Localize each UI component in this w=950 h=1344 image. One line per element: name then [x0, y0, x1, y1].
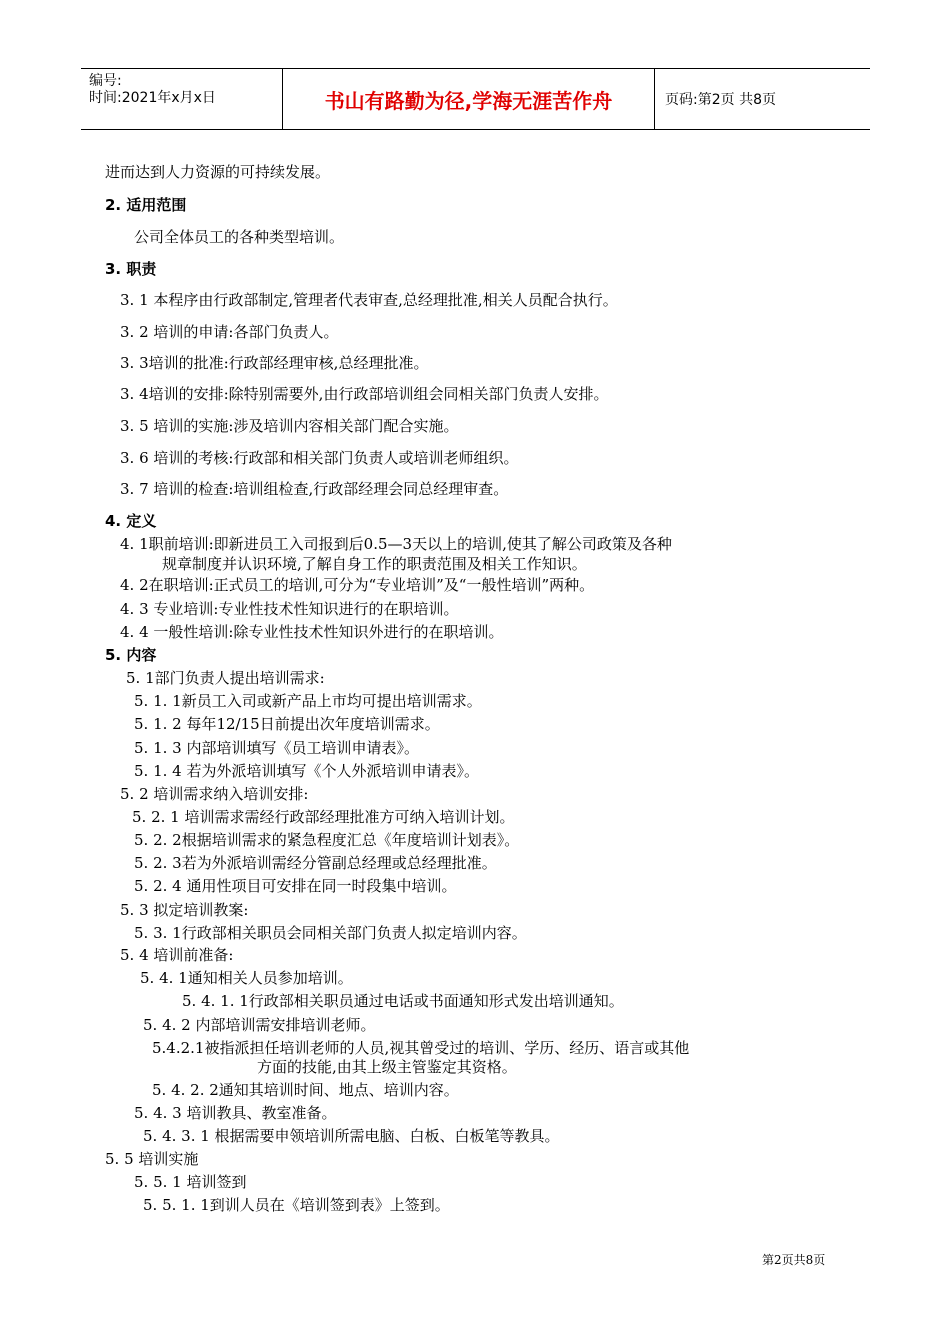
document-number-label: 编号:: [89, 73, 122, 89]
body-line: 5. 5 培训实施: [105, 1150, 199, 1168]
header-page-number: 页码:第2页 共8页: [665, 92, 776, 108]
body-line: 5. 2. 4 通用性项目可安排在同一时段集中培训。: [134, 877, 457, 895]
body-line: 5. 1. 3 内部培训填写《员工培训申请表》。: [134, 739, 419, 757]
body-line: 5. 4. 3 培训教具、教室准备。: [134, 1104, 337, 1122]
body-line: 5.4.2.1被指派担任培训老师的人员,视其曾受过的培训、学历、经历、语言或其他: [152, 1039, 690, 1057]
header-motto: 书山有路勤为径,学海无涯苦作舟: [324, 88, 613, 113]
body-line: 5. 1. 4 若为外派培训填写《个人外派培训申请表》。: [134, 762, 479, 780]
body-line: 3. 1 本程序由行政部制定,管理者代表审查,总经理批准,相关人员配合执行。: [120, 291, 618, 309]
body-line: 公司全体员工的各种类型培训。: [134, 228, 345, 246]
body-line: 5. 1部门负责人提出培训需求:: [126, 669, 325, 687]
body-line: 5. 4. 1. 1行政部相关职员通过电话或书面通知形式发出培训通知。: [182, 992, 624, 1010]
body-line: 5. 4. 2 内部培训需安排培训老师。: [143, 1016, 376, 1034]
section-heading: 4. 定义: [105, 512, 157, 530]
section-heading: 2. 适用范围: [105, 196, 187, 214]
document-date-label: 时间:2021年x月x日: [89, 90, 216, 106]
body-line: 4. 2在职培训:正式员工的培训,可分为“专业培训”及“一般性培训”两种。: [120, 576, 595, 594]
body-line: 4. 1职前培训:即新进员工入司报到后0.5—3天以上的培训,使其了解公司政策及各种: [120, 535, 672, 553]
body-line: 5. 4 培训前准备:: [120, 946, 234, 964]
body-line: 方面的技能,由其上级主管鉴定其资格。: [257, 1058, 517, 1076]
body-line: 3. 3培训的批准:行政部经理审核,总经理批准。: [120, 354, 429, 372]
body-line: 5. 2 培训需求纳入培训安排:: [120, 785, 309, 803]
body-line: 3. 5 培训的实施:涉及培训内容相关部门配合实施。: [120, 417, 459, 435]
body-line: 5. 2. 1 培训需求需经行政部经理批准方可纳入培训计划。: [132, 808, 515, 826]
header-page-cell: [655, 69, 870, 129]
body-line: 5. 1. 2 每年12/15日前提出次年度培训需求。: [134, 715, 440, 733]
body-line: 规章制度并认识环境,了解自身工作的职责范围及相关工作知识。: [162, 555, 587, 573]
body-line: 5. 4. 3. 1 根据需要申领培训所需电脑、白板、白板笔等教具。: [143, 1127, 560, 1145]
body-line: 4. 4 一般性培训:除专业性技术性知识外进行的在职培训。: [120, 623, 504, 641]
page-footer: 第2页共8页: [762, 1253, 826, 1267]
body-line: 5. 1. 1新员工入司或新产品上市均可提出培训需求。: [134, 692, 482, 710]
body-line: 5. 3. 1行政部相关职员会同相关部门负责人拟定培训内容。: [134, 924, 527, 942]
body-line: 5. 2. 3若为外派培训需经分管副总经理或总经理批准。: [134, 854, 497, 872]
body-line: 5. 4. 2. 2通知其培训时间、地点、培训内容。: [152, 1081, 459, 1099]
body-line: 3. 6 培训的考核:行政部和相关部门负责人或培训老师组织。: [120, 449, 519, 467]
body-line: 5. 4. 1通知相关人员参加培训。: [140, 969, 353, 987]
section-heading: 3. 职责: [105, 260, 157, 278]
header-motto-cell: [283, 69, 655, 129]
body-line: 3. 7 培训的检查:培训组检查,行政部经理会同总经理审查。: [120, 480, 509, 498]
body-line: 5. 3 拟定培训教案:: [120, 901, 249, 919]
page-header: [81, 68, 870, 130]
body-line: 3. 2 培训的申请:各部门负责人。: [120, 323, 339, 341]
body-line: 4. 3 专业培训:专业性技术性知识进行的在职培训。: [120, 600, 459, 618]
section-heading: 5. 内容: [105, 646, 157, 664]
body-line: 5. 2. 2根据培训需求的紧急程度汇总《年度培训计划表》。: [134, 831, 520, 849]
body-line: 5. 5. 1. 1到训人员在《培训签到表》上签到。: [143, 1196, 450, 1214]
header-meta: [81, 69, 283, 129]
body-line: 3. 4培训的安排:除特别需要外,由行政部培训组会同相关部门负责人安排。: [120, 385, 609, 403]
body-line: 进而达到人力资源的可持续发展。: [105, 163, 331, 181]
body-line: 5. 5. 1 培训签到: [134, 1173, 247, 1191]
